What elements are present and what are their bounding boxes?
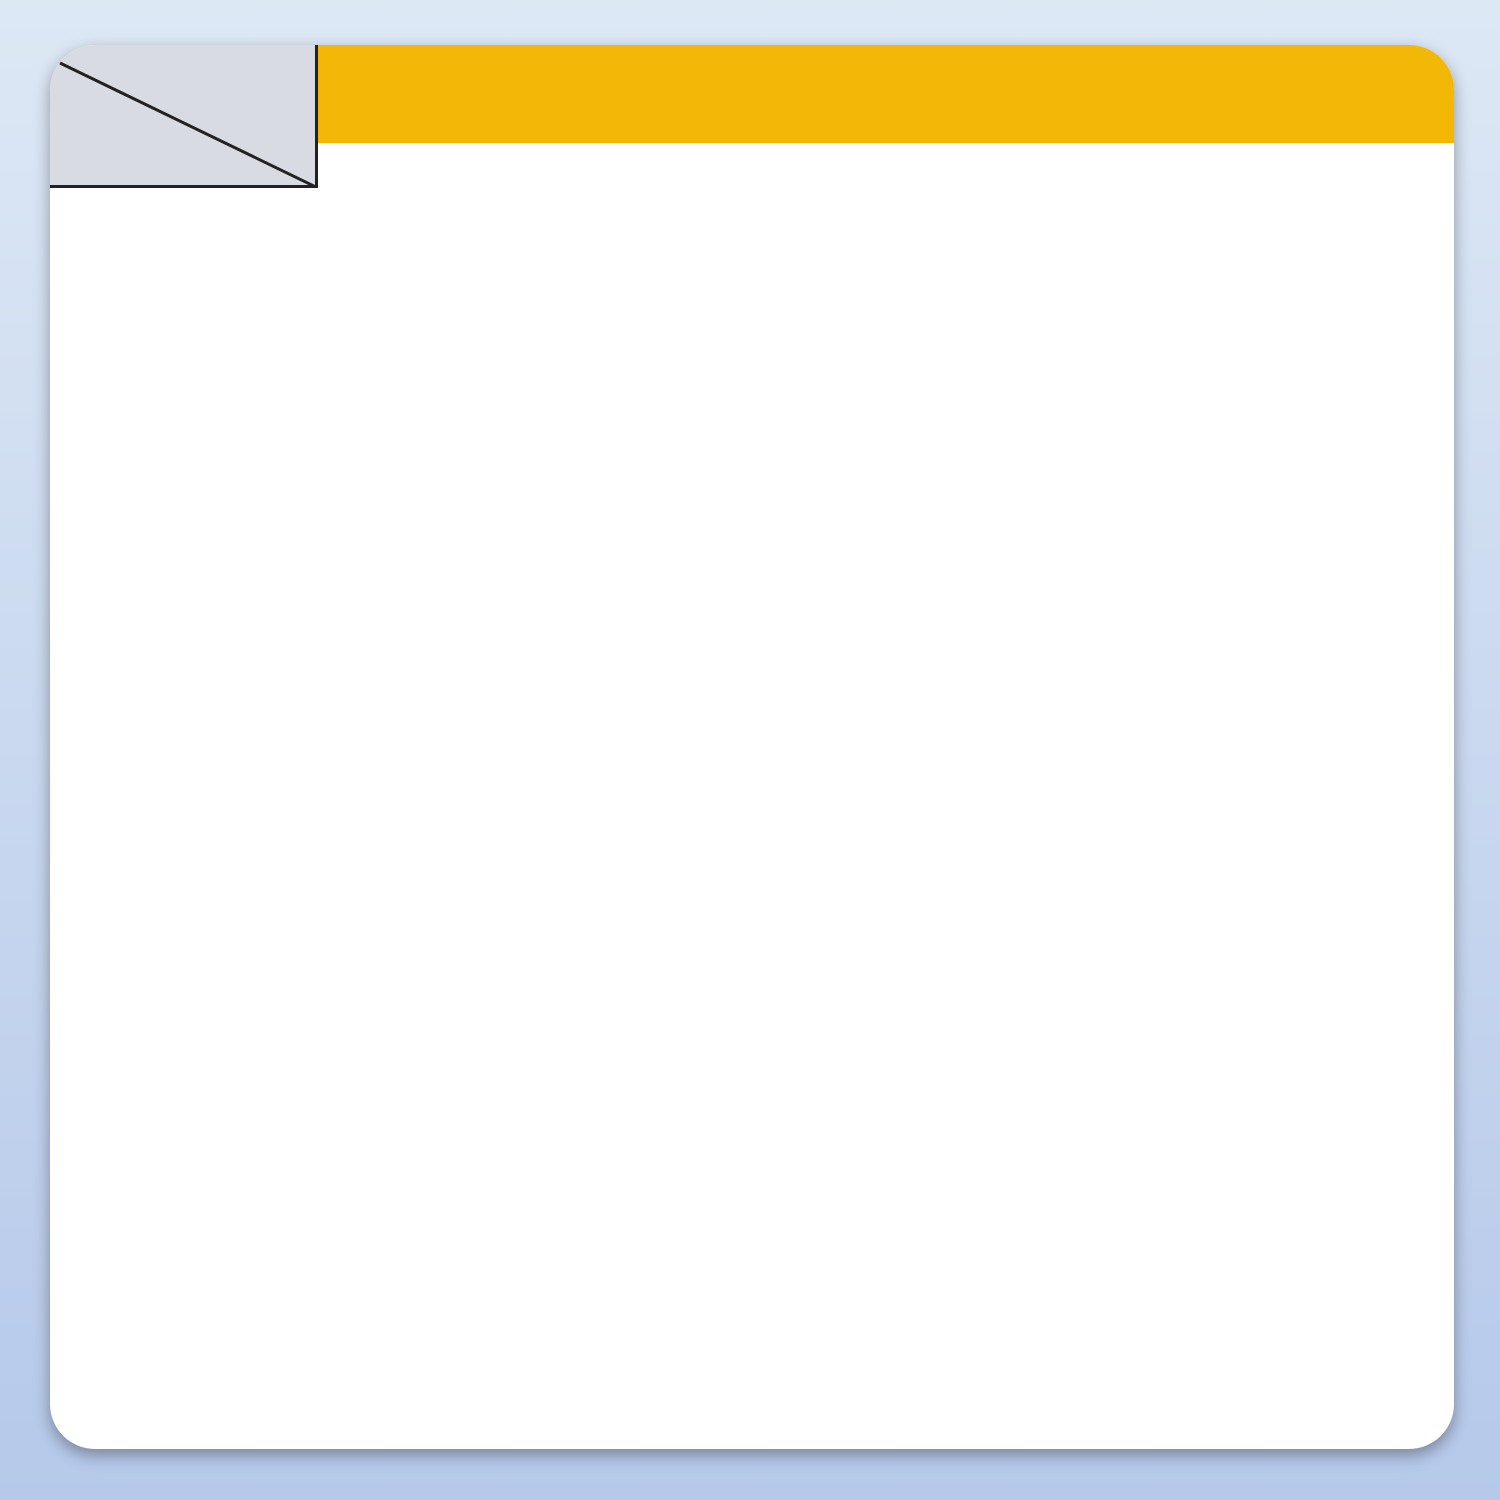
- compatibility-table: [50, 45, 1454, 1449]
- diagonal-divider: [50, 45, 318, 188]
- title-bar: [318, 45, 1454, 143]
- corner-header: [50, 45, 318, 188]
